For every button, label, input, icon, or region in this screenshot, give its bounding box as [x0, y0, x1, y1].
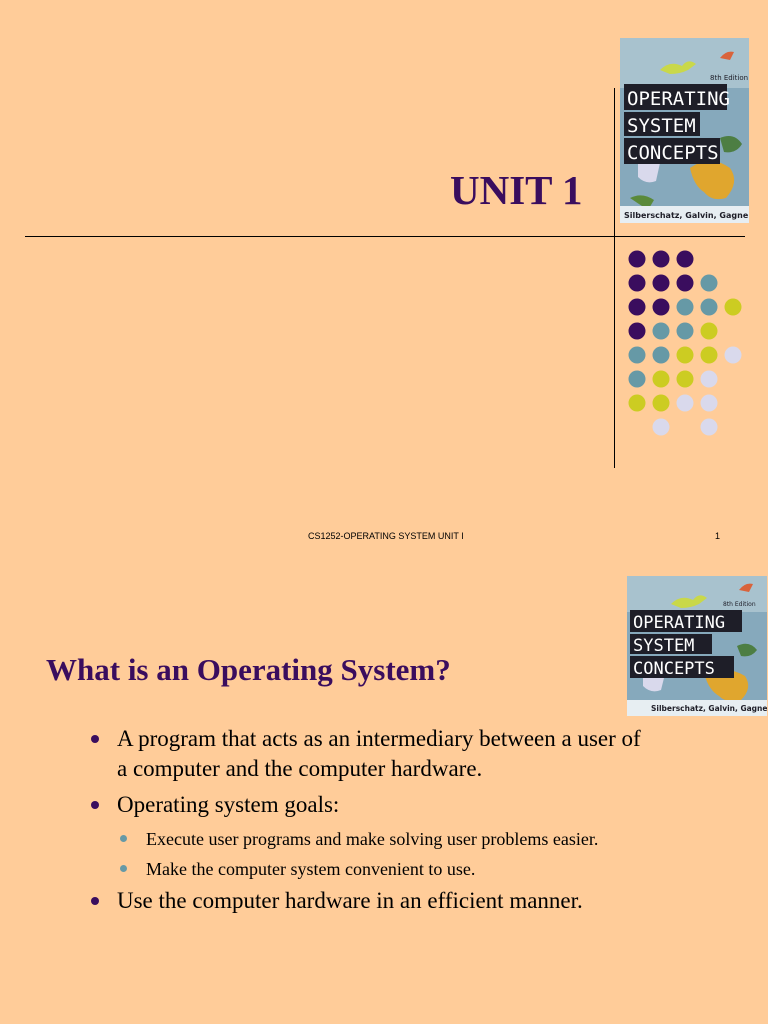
bullet-item	[117, 790, 642, 820]
bullet-marker	[91, 897, 99, 905]
slide-2	[0, 560, 768, 1024]
bullet-text: A program that acts as an intermediary between a user of a computer and the computer hardware.	[117, 726, 641, 781]
slide-footer: CS1252-OPERATING SYSTEM UNIT I	[308, 531, 464, 541]
book-cover-image	[627, 576, 767, 716]
cover-edition: 8th Edition	[710, 74, 749, 82]
cover-title-line-3: CONCEPTS	[633, 659, 715, 679]
cover-title-line-1: OPERATING	[627, 88, 730, 110]
slide-title: What is an Operating System?	[46, 652, 451, 687]
cover-title-line-1: OPERATING	[633, 613, 726, 633]
book-cover-art	[627, 576, 767, 716]
sub-bullet-marker	[120, 835, 127, 842]
cover-title-line-2: SYSTEM	[633, 636, 695, 656]
decorative-dot-grid	[0, 0, 768, 470]
cover-authors: Silberschatz, Galvin, Gagne	[651, 704, 767, 713]
bullet-marker	[91, 801, 99, 809]
bullet-item	[117, 724, 642, 784]
sub-bullet-item	[146, 826, 646, 852]
bullet-text: Operating system goals:	[117, 792, 340, 817]
sub-bullet-text: Execute user programs and make solving user problems easier.	[146, 829, 599, 849]
cover-authors: Silberschatz, Galvin, Gagne	[624, 211, 749, 220]
bullet-item	[117, 886, 642, 916]
slide-title: UNIT 1	[450, 167, 583, 213]
slide-number: 1	[715, 531, 721, 541]
bullet-marker	[91, 735, 99, 743]
bullet-text: Use the computer hardware in an efficient manner.	[117, 888, 583, 913]
bullet-list	[0, 724, 700, 922]
cover-edition: 8th Edition	[723, 601, 756, 608]
sub-bullet-marker	[120, 865, 127, 872]
cover-title-line-2: SYSTEM	[627, 115, 696, 137]
cover-title-line-3: CONCEPTS	[627, 142, 719, 164]
sub-bullet-item	[146, 856, 646, 882]
sub-bullet-text: Make the computer system convenient to use.	[146, 859, 476, 879]
